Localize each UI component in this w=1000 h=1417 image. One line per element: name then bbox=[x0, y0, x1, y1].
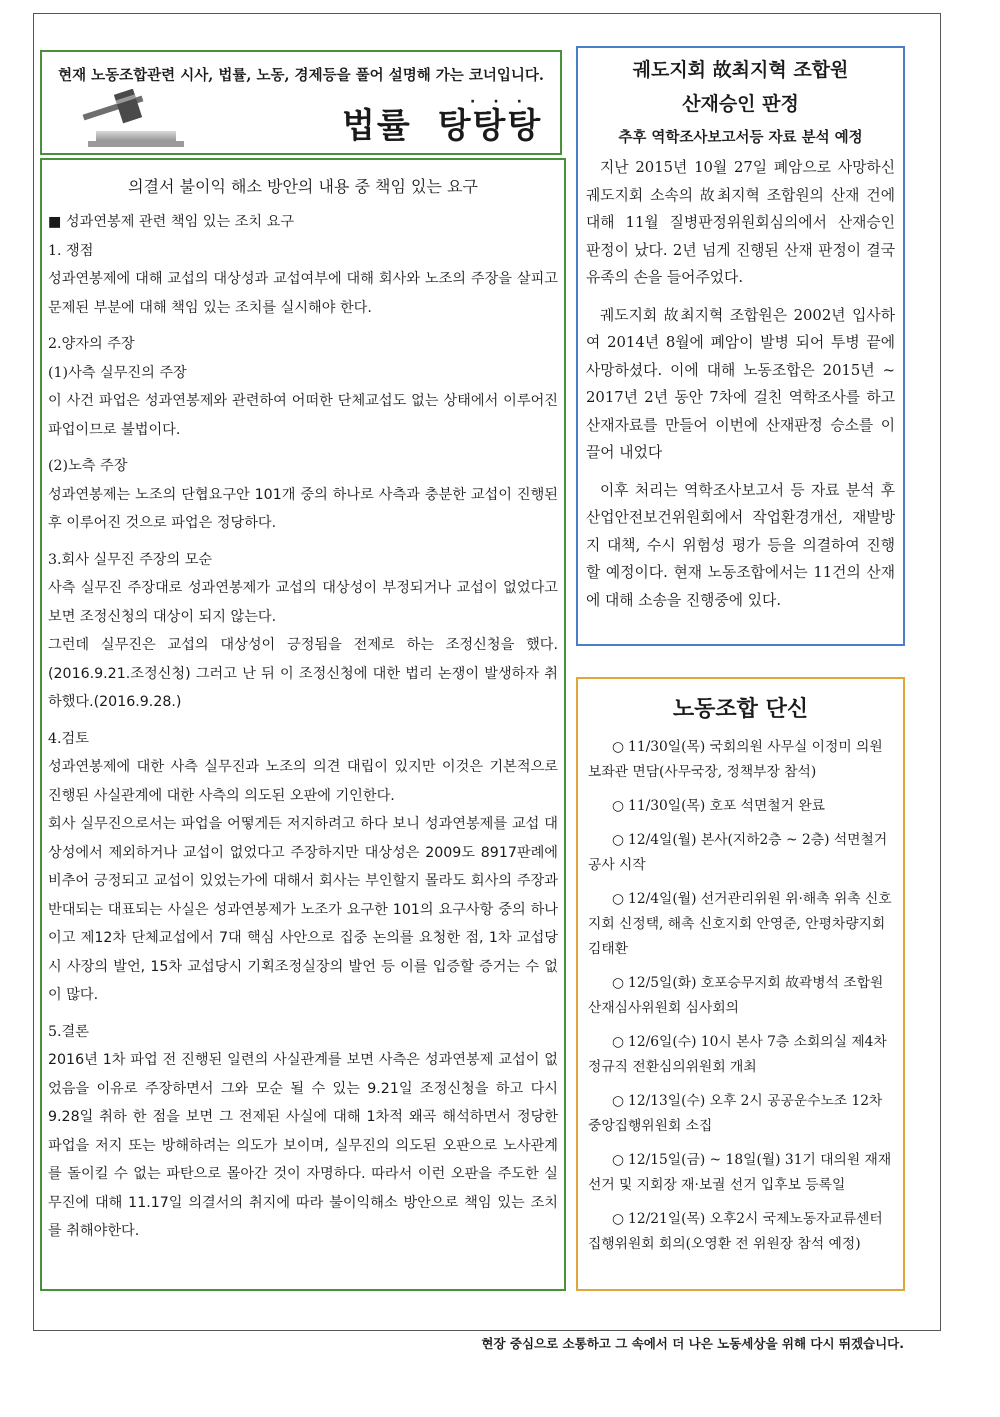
footer-slogan: 현장 중심으로 소통하고 그 속에서 더 나은 노동세상을 위해 다시 뛰겠습니다. bbox=[481, 1336, 904, 1351]
news-paragraph: 이후 처리는 역학조사보고서 등 자료 분석 후 산업안전보건위원회에서 작업환경개선, 재발방지 대책, 수시 위험성 평가 등을 의결하여 진행할 예정이다. 현재 노동조합에서는 11건의 산재에 대해 소송을 진행중에 있다. bbox=[586, 481, 895, 609]
circle-bullet-icon: ○ bbox=[612, 891, 625, 907]
circle-bullet-icon: ○ bbox=[612, 832, 625, 848]
corner-title bbox=[342, 98, 542, 147]
union-brief-item: ○ 12/6일(수) 10시 본사 7층 소회의실 제4차 정규직 전환심의위원회 개최 bbox=[588, 1030, 893, 1080]
news-paragraph: 궤도지회 故최지혁 조합원은 2002년 입사하여 2014년 8월에 폐암이 발병 되어 투병 끝에 사망하셨다. 이에 대해 노동조합은 2015년 ~ 2017년 2년 동안 7차에 걸친 역학조사를 하고 산재자료를 만들어 이번에 산재판정 승소를 이끌어 내었다 bbox=[586, 306, 895, 461]
article-heading-conclusion: 5.결론 bbox=[48, 1023, 89, 1040]
article-subheading-union: (2)노측 주장 bbox=[48, 458, 128, 474]
circle-bullet-icon: ○ bbox=[612, 975, 625, 991]
circle-bullet-icon: ○ bbox=[612, 1034, 625, 1050]
article-paragraph: 2016년 1차 파업 전 진행된 일련의 사실관계를 보면 사측은 성과연봉제 교섭이 없었음을 이유로 주장하면서 그와 모순 될 수 있는 9.21일 조정신청을 하고 다시 9.28일 취하 한 점을 보면 그 전제된 사실에 대해 1차적 왜곡 해석하면서 정당한 파업을 저지 또는 방해하려는 의도가 보이며, 실무진의 의도된 오판으로 노사관계를 돌이킬 수 없는 파탄으로 몰아간 것이 자명하다. 따라서 이런 오판을 주도한 실무진에 대해 11.17일 의결서의 취지에 따라 불이익해소 방안으로 책임 있는 조치를 취해야한다. bbox=[48, 1052, 558, 1239]
union-brief-item: ○ 12/13일(수) 오후 2시 공공운수노조 12차 중앙집행위원회 소집 bbox=[588, 1089, 893, 1139]
union-brief-item: ○ 12/15일(금) ~ 18일(월) 31기 대의원 재재 선거 및 지회장 재·보궐 선거 입후보 등록일 bbox=[588, 1148, 893, 1198]
corner-intro: 현재 노동조합관련 시사, 법률, 노동, 경제등을 풀어 설명해 가는 코너입니다. bbox=[58, 67, 544, 84]
news-box bbox=[576, 46, 905, 646]
article-subheading-company: (1)사측 실무진의 주장 bbox=[48, 364, 187, 381]
circle-bullet-icon: ○ bbox=[612, 1152, 625, 1168]
article-paragraph: 사측 실무진 주장대로 성과연봉제가 교섭의 대상성이 부정되거나 교섭이 없었다고 보면 조정신청의 대상이 되지 않는다. bbox=[48, 580, 558, 625]
news-paragraph: 지난 2015년 10월 27일 폐암으로 사망하신 궤도지회 소속의 故최지혁 조합원의 산재 건에 대해 11월 질병판정위원회심의에서 산재승인 판정이 났다. 2년 넘게 진행된 산재 판정이 결국 유족의 손을 들어주었다. bbox=[586, 159, 895, 286]
union-brief-item: ○ 12/4일(월) 선거관리위원 위·해촉 위촉 신호지회 신정택, 해촉 신호지회 안영준, 안평차량지회 김태환 bbox=[588, 887, 893, 962]
article-heading-issue: 1. 쟁점 bbox=[48, 242, 94, 259]
news-title: 궤도지회 故최지혁 조합원 bbox=[632, 59, 849, 81]
article-paragraph: 성과연봉제는 노조의 단협요구안 101개 중의 하나로 사측과 충분한 교섭이 진행된 후 이루어진 것으로 파업은 정당하다. bbox=[48, 486, 558, 531]
news-subtitle: 추후 역학조사보고서등 자료 분석 예정 bbox=[618, 129, 863, 146]
union-brief-item: ○ 11/30일(목) 국회의원 사무실 이정미 의원 보좌관 면담(사무국장, 정책부장 참석) bbox=[588, 735, 893, 785]
union-brief-item: ○ 12/4일(월) 본사(지하2층 ~ 2층) 석면철거 공사 시작 bbox=[588, 828, 893, 878]
gavel-icon bbox=[78, 89, 188, 149]
article-heading-contradiction: 3.회사 실무진 주장의 모순 bbox=[48, 551, 213, 568]
union-brief-item: ○ 12/21일(목) 오후2시 국제노동자교류센터 집행위원회 회의(오영환 전 위원장 참석 예정) bbox=[588, 1207, 893, 1257]
circle-bullet-icon: ○ bbox=[612, 739, 625, 755]
article-paragraph: 성과연봉제에 대해 교섭의 대상성과 교섭여부에 대해 회사와 노조의 주장을 살피고 문제된 부분에 대해 책임 있는 조치를 실시해야 한다. bbox=[48, 271, 558, 316]
circle-bullet-icon: ○ bbox=[612, 1093, 625, 1109]
article-paragraph: 이 사건 파업은 성과연봉제와 관련하여 어떠한 단체교섭도 없는 상태에서 이루어진 파업이므로 불법이다. bbox=[48, 393, 558, 438]
circle-bullet-icon: ○ bbox=[612, 798, 625, 814]
article-paragraph: 회사 실무진으로서는 파업을 어떻게든 저지하려고 하다 보니 성과연봉제를 교섭 대상성에서 제외하거나 교섭이 없었다고 주장하지만 대상성은 2009도 8917판례에 비추어 긍정되고 교섭이 있었는가에 대해서 회사는 부인할지 몰라도 회사의 주장과 반대되는 대표되는 사실은 성과연봉제가 노조가 요구한 101의 요구사항 중의 하나이고 제12차 단체교섭에서 7대 핵심 사안으로 집중 논의를 요청한 점, 1차 교섭당시 사장의 발언, 15차 교섭당시 기획조정실장의 발언 등 이를 입증할 증거는 수 없이 많다. bbox=[48, 816, 558, 1003]
title-emphasis-dots: ··· bbox=[470, 94, 540, 110]
union-brief-title: 노동조합 단신 bbox=[672, 697, 809, 722]
article-section-title: ■ 성과연봉제 관련 책임 있는 조치 요구 bbox=[48, 214, 295, 230]
article-headline: 의결서 불이익 해소 방안의 내용 중 책임 있는 요구 bbox=[128, 177, 478, 196]
union-brief-item: ○ 11/30일(목) 호포 석면철거 완료 bbox=[588, 794, 893, 819]
corner-title-word-2: 탕탕탕 bbox=[437, 106, 543, 146]
article-paragraph: 그런데 실무진은 교섭의 대상성이 긍정됨을 전제로 하는 조정신청을 했다.(2016.9.21.조정신청) 그러고 난 뒤 이 조정신청에 대한 법리 논쟁이 발생하자 취하했다.(2016.9.28.) bbox=[48, 637, 558, 710]
law-article bbox=[40, 158, 566, 1291]
circle-bullet-icon: ○ bbox=[612, 1211, 625, 1227]
corner-title-word-1: 법률 bbox=[342, 106, 412, 146]
news-title-2: 산재승인 판정 bbox=[682, 93, 799, 115]
union-brief-box bbox=[576, 677, 905, 1291]
article-heading-review: 4.검토 bbox=[48, 730, 89, 747]
article-paragraph: 성과연봉제에 대한 사측 실무진과 노조의 의견 대립이 있지만 이것은 기본적으로 진행된 사실관계에 대한 사측의 의도된 오판에 기인한다. bbox=[48, 759, 558, 804]
union-brief-item: ○ 12/5일(화) 호포승무지회 故곽병석 조합원 산재심사위원회 심사회의 bbox=[588, 971, 893, 1021]
law-corner-header bbox=[40, 50, 562, 155]
article-heading-claims: 2.양자의 주장 bbox=[48, 336, 135, 352]
